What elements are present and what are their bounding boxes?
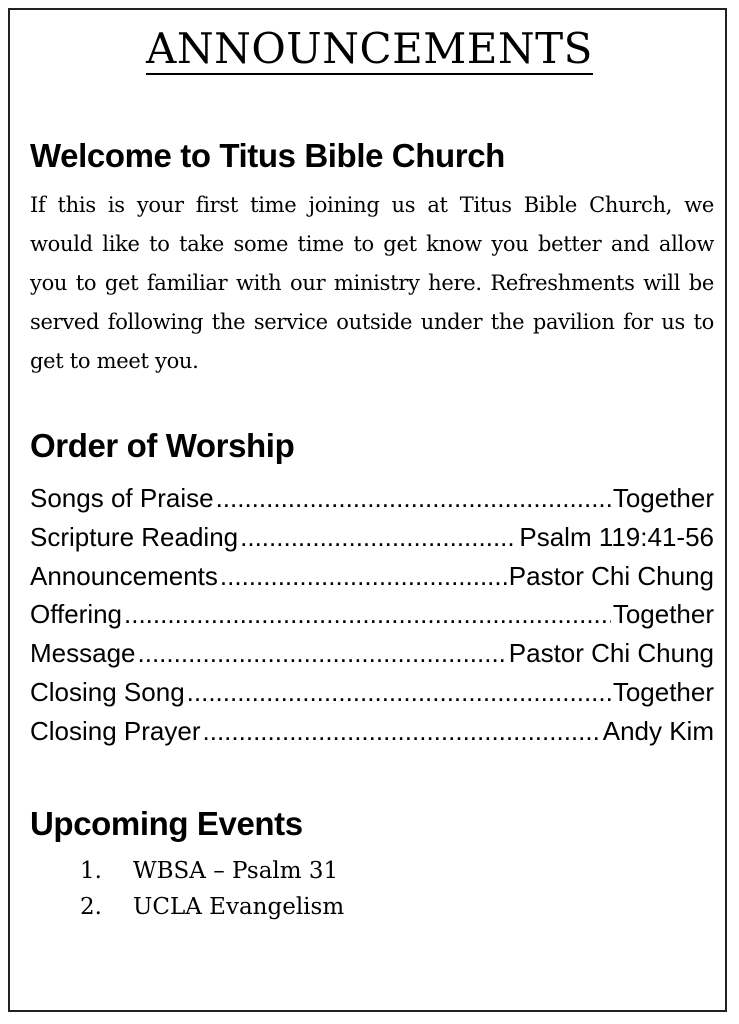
- order-row-offering: [30, 595, 714, 634]
- order-item-label: Songs of Praise: [30, 483, 214, 513]
- dot-leader: [216, 479, 611, 518]
- upcoming-events-list: [80, 853, 344, 925]
- order-row-closing-prayer: [30, 712, 714, 751]
- event-label: WBSA – Psalm 31: [133, 858, 339, 884]
- dot-leader: [138, 634, 507, 673]
- order-item-leader: Andy Kim: [602, 715, 714, 746]
- order-item-leader: Pastor Chi Chung: [508, 638, 714, 669]
- welcome-heading: Welcome to Titus Bible Church: [30, 137, 505, 174]
- welcome-paragraph: If this is your first time joining us at Titus Bible Church, we would like to take some time to get know you better and allow you to get familiar with our ministry here. Refreshments will be served following the service outside under the pavilion for us to get to meet you.: [30, 193, 714, 373]
- order-item-leader: Together: [612, 676, 714, 707]
- order-of-worship-heading: Order of Worship: [30, 427, 295, 464]
- page-title-text: ANNOUNCEMENTS: [146, 24, 593, 73]
- order-row-closing-song: [30, 673, 714, 712]
- event-number: 1.: [80, 858, 102, 884]
- order-row-scripture-reading: [30, 518, 714, 557]
- order-item-label: Offering: [30, 599, 123, 630]
- order-item-leader: Pastor Chi Chung: [508, 560, 714, 591]
- event-item: [80, 889, 344, 925]
- order-item-label: Scripture Reading: [30, 521, 239, 552]
- event-number: 2.: [80, 894, 102, 920]
- dot-leader: [187, 673, 611, 712]
- order-of-worship-list: [30, 479, 714, 751]
- dot-leader: [220, 557, 507, 596]
- order-item-leader: Together: [612, 483, 714, 513]
- order-item-label: Closing Prayer: [30, 715, 201, 746]
- upcoming-events-heading: Upcoming Events: [30, 805, 303, 842]
- order-item-leader: Together: [612, 599, 714, 630]
- event-label: UCLA Evangelism: [133, 894, 345, 920]
- order-item-label: Closing Song: [30, 676, 185, 707]
- order-row-songs-of-praise: [30, 479, 714, 518]
- dot-leader: [240, 518, 517, 557]
- order-row-message: [30, 634, 714, 673]
- page-title: [0, 22, 739, 76]
- event-item: [80, 853, 344, 889]
- order-row-announcements: [30, 557, 714, 596]
- dot-leader: [203, 712, 601, 751]
- order-item-leader: Psalm 119:41-56: [519, 521, 714, 552]
- order-item-label: Announcements: [30, 560, 218, 591]
- order-item-label: Message: [30, 638, 136, 669]
- dot-leader: [124, 595, 611, 634]
